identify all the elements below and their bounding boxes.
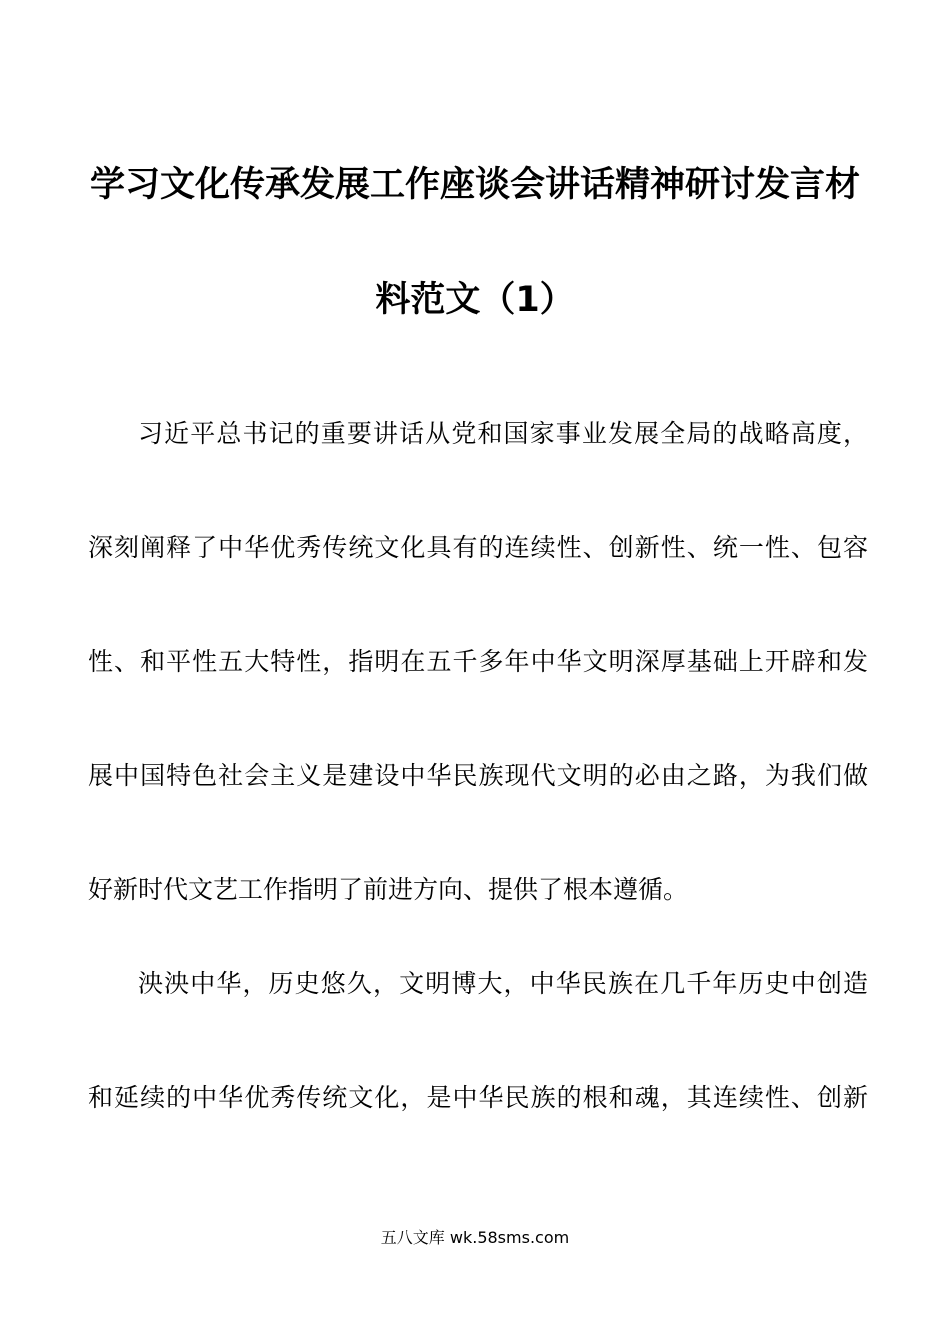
page-footer: 五八文库 wk.58sms.com — [380, 1228, 570, 1247]
paragraph-line: 好新时代文艺工作指明了前进方向、提供了根本遵循。 — [88, 875, 689, 904]
paragraph-line: 性、和平性五大特性，指明在五千多年中华文明深厚基础上开辟和发 — [88, 647, 868, 676]
title-line: 学习文化传承发展工作座谈会讲话精神研讨发言材 — [89, 165, 860, 205]
paragraph-line: 习近平总书记的重要讲话从党和国家事业发展全局的战略高度， — [138, 419, 868, 448]
paragraph-line: 泱泱中华，历史悠久，文明博大，中华民族在几千年历史中创造 — [138, 969, 868, 998]
paragraph-line: 深刻阐释了中华优秀传统文化具有的连续性、创新性、统一性、包容 — [88, 533, 868, 562]
title-line: 料范文（1） — [375, 280, 575, 320]
paragraph-line: 展中国特色社会主义是建设中华民族现代文明的必由之路，为我们做 — [88, 761, 868, 790]
paragraph-line: 和延续的中华优秀传统文化，是中华民族的根和魂，其连续性、创新 — [88, 1083, 868, 1112]
